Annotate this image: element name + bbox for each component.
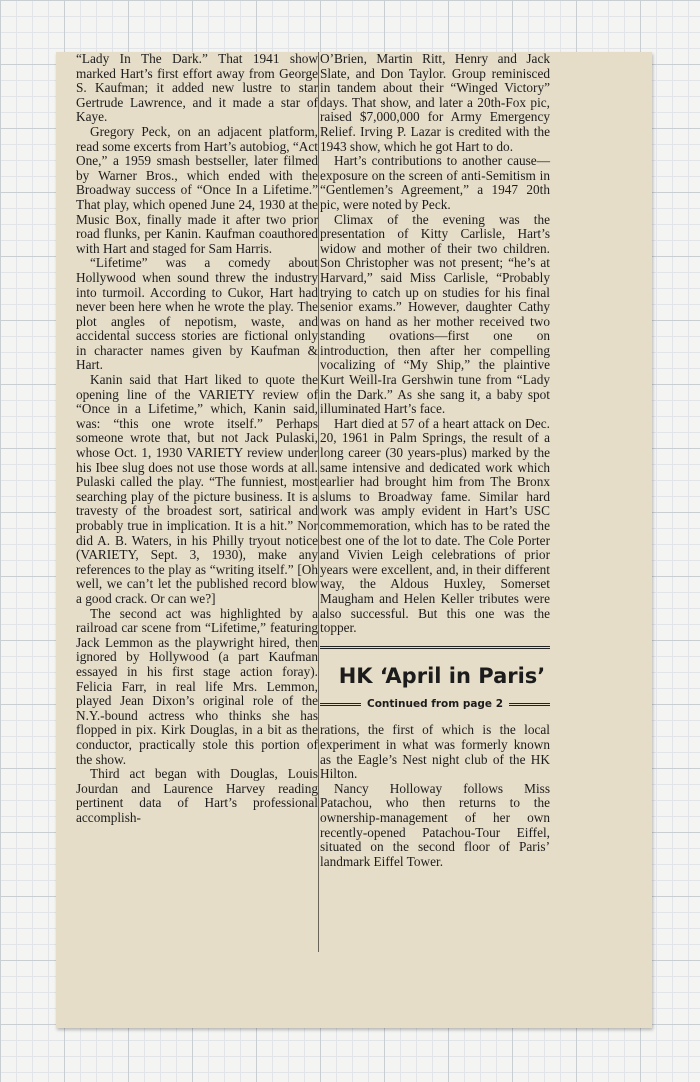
article-paragraph: O’Brien, Martin Ritt, Henry and Jack Slate, and Don Taylor. Group reminisced in tandem about their “Winged Victory” days. That show, and later a 20th-Fox pic, raised $7,000,000 for Army Emergency Relief. Irving P. Lazar is credited with the 1943 show, which he got Hart to do. (320, 52, 550, 154)
article-paragraph: Gregory Peck, on an adjacent platform, read some excerts from Hart’s autobiog, “Act One,” a 1959 smash bestseller, later filmed by Warner Bros., which ended with the Broadway success of “Once In a Lifetime.” That play, which opened June 24, 1930 at the Music Box, finally made it after two prior road flunks, per Kanin. Kaufman coauthored with Hart and staged for Sam Harris. (76, 123, 318, 256)
article-paragraph: Hart’s contributions to another cause—exposure on the screen of anti-Semitism in “Gentlemen’s Agreement,” a 1947 20th pic, were noted by Peck. (320, 153, 550, 212)
article-paragraph: “Lady In The Dark.” That 1941 show marked Hart’s first effort away from George S. Kaufman; it added new lustre to star Gertrude Lawrence, and it made a star of Kaye. (76, 52, 318, 125)
article-paragraph: Kanin said that Hart liked to quote the opening line of the VARIETY review of “Once in a Lifetime,” which, Kanin said, was: “this one wrote itself.” Perhaps someone wrote that, but not Jack Pulaski, whose Oct. 1, 1930 VARIETY review under his Ibee slug does not use those words at all. Pulaski called the play. “The funniest, most searching play of the picture business. It is a travesty of the broadest sort, satirical and probably true in implication. It is a hit.” Nor did A. B. Waters, in his Philly tryout notice (VARIETY, Sept. 3, 1930), make any references to the play as “writing itself.” [Oh well, we can’t let the published record blow a good crack. Or can we?] (76, 372, 318, 606)
continued-line (320, 697, 550, 712)
continued-label: Continued from page 2 (367, 697, 504, 710)
story-divider (320, 646, 550, 649)
right-column (320, 52, 550, 869)
continued-rule-left (320, 703, 361, 706)
article-paragraph: rations, the first of which is the local experiment in what was formerly known as the Eagle’s Nest night club of the HK Hilton. (320, 722, 550, 782)
headline: HK ‘April in Paris’ (338, 663, 546, 688)
article-paragraph: “Lifetime” was a comedy about Hollywood when sound threw the industry into turmoil. According to Cukor, Hart had never been here when he wrote the play. The plot angles of nepotism, waste, and accidental success stories are fictional only in character names given by Kaufman & Hart. (76, 255, 318, 373)
article-paragraph: Hart died at 57 of a heart attack on Dec. 20, 1961 in Palm Springs, the result of a long career (30 years-plus) marked by the same intensive and dedicated work which earlier had brought him from The Bronx slums to Broadway fame. Similar hard work was amply evident in Hart’s USC commemoration, which has to be rated the best one of the lot to date. The Cole Porter and Vivien Leigh celebrations of prior years were excellent, and, in their different way, the Aldous Huxley, Somerset Maugham and Helen Keller tributes were also successful. But this one was the topper. (320, 415, 550, 636)
article-paragraph: The second act was highlighted by a railroad car scene from “Lifetime,” featuring Jack Lemmon as the playwright hired, then ignored by Hollywood (a part Kaufman essayed in his first stage action foray). Felicia Farr, in real life Mrs. Lemmon, played Jean Dixon’s original role of the N.Y.-bound actress who thinks she has flopped in pix. Kirk Douglas, in a bit as the conductor, practically stole this portion of the show. (76, 605, 318, 767)
left-column (76, 52, 318, 825)
newspaper-clipping (56, 52, 652, 1028)
continued-rule-right (509, 703, 550, 706)
article-paragraph: Climax of the evening was the presentation of Kitty Carlisle, Hart’s widow and mother of their two children. Son Christopher was not present; “he’s at Harvard,” said Miss Carlisle, “Probably trying to catch up on studies for his final senior exams.” However, daughter Cathy was on hand as her mother received two standing ovations—first one on introduction, then after her compelling vocalizing of “My Ship,” the plaintive Kurt Weill-Ira Gershwin tune from “Lady in the Dark.” As she sang it, a baby spot illuminated Hart’s face. (320, 211, 550, 417)
column-rule (318, 52, 319, 952)
article-paragraph: Nancy Holloway follows Miss Patachou, who then returns to the ownership-management of her own recently-opened Patachou-Tour Eiffel, situated on the second floor of Paris’ landmark Eiffel Tower. (320, 780, 550, 869)
article-paragraph: Third act began with Douglas, Louis Jourdan and Laurence Harvey reading pertinent data of Hart’s professional accomplish- (76, 766, 318, 825)
